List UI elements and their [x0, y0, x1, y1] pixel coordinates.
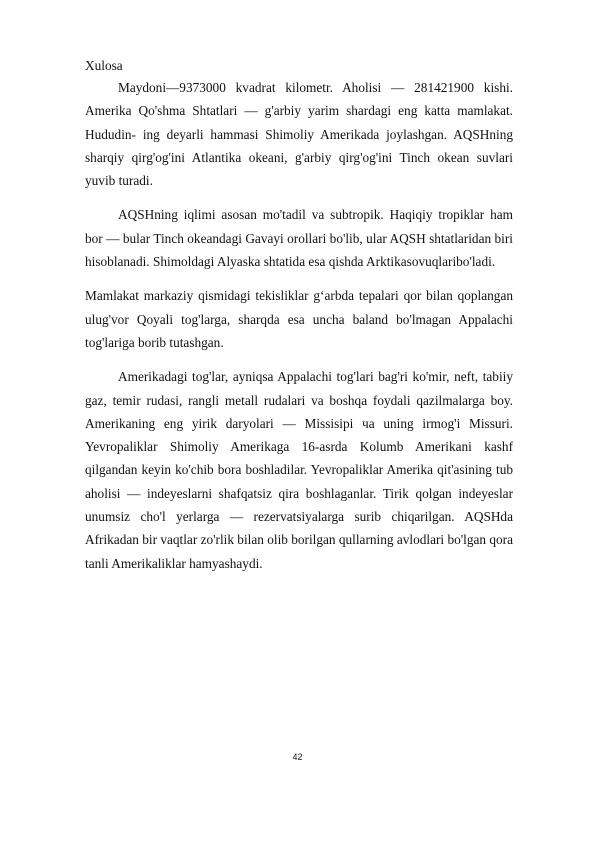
- paragraph-2: AQSHning iqlimi asosan mo'tadil va subtropik. Haqiqiy tropiklar ham bor — bular Tinch okeandagi Gavayi orollari bo'lib, ular AQSH shtatlaridan biri hisoblanadi. Shimoldagi Alyaska shtatida esa qishda Arktikasovuqlaribo'ladi.: [85, 207, 513, 270]
- paragraph-3: Mamlakat markaziy qismidagi tekisliklar g‘arbda tepalari qor bilan qoplangan ulug'vor Qoyali tog'larga, sharqda esa uncha baland bo'lmagan Appalachi tog'lariga borib tutashgan.: [85, 288, 513, 350]
- document-body: [85, 56, 513, 575]
- page-number: 42: [292, 752, 303, 762]
- section-heading: Xulosa: [85, 58, 123, 73]
- paragraph-4: Amerikadagi tog'lar, ayniqsa Appalachi tog'lari bag'ri ko'mir, neft, tabiiy gaz, temir rudasi, rangli metall rudalari va boshqa foydali qazilmalarga boy. Amerikaning eng yirik daryolari — Missisipi ча uning irmog'i Missuri. Yevropaliklar Shimoliy Amerikaga 16-asrda Kolumb Amerikani kashf qilgandan keyin ko'chib bora boshladilar. Yevropaliklar Amerika qit'asining tub aholisi — indeyeslarni shafqatsiz qira boshlaganlar. Tirik qolgan indeyeslar unumsiz cho'l yerlarga — rezervatsiyalarga surib chiqarilgan. AQSHda Afrikadan bir vaqtlar zo'rlik bilan olib borilgan qullarning avlodlari bo'lgan qora tanli Amerikaliklar hamyashaydi.: [85, 369, 513, 571]
- paragraph-1: Maydoni—9373000 kvadrat kilometr. Aholisi — 281421900 kishi. Amerika Qo'shma Shtatlari — g'arbiy yarim shardagi eng katta mamlakat. Hududin- ing deyarli hammasi Shimoliy Amerikada joylashgan. AQSHning sharqiy qirg'og'ini Atlantika okeani, g'arbiy qirg'og'ini Tinch okean suvlari yuvib turadi.: [85, 80, 513, 189]
